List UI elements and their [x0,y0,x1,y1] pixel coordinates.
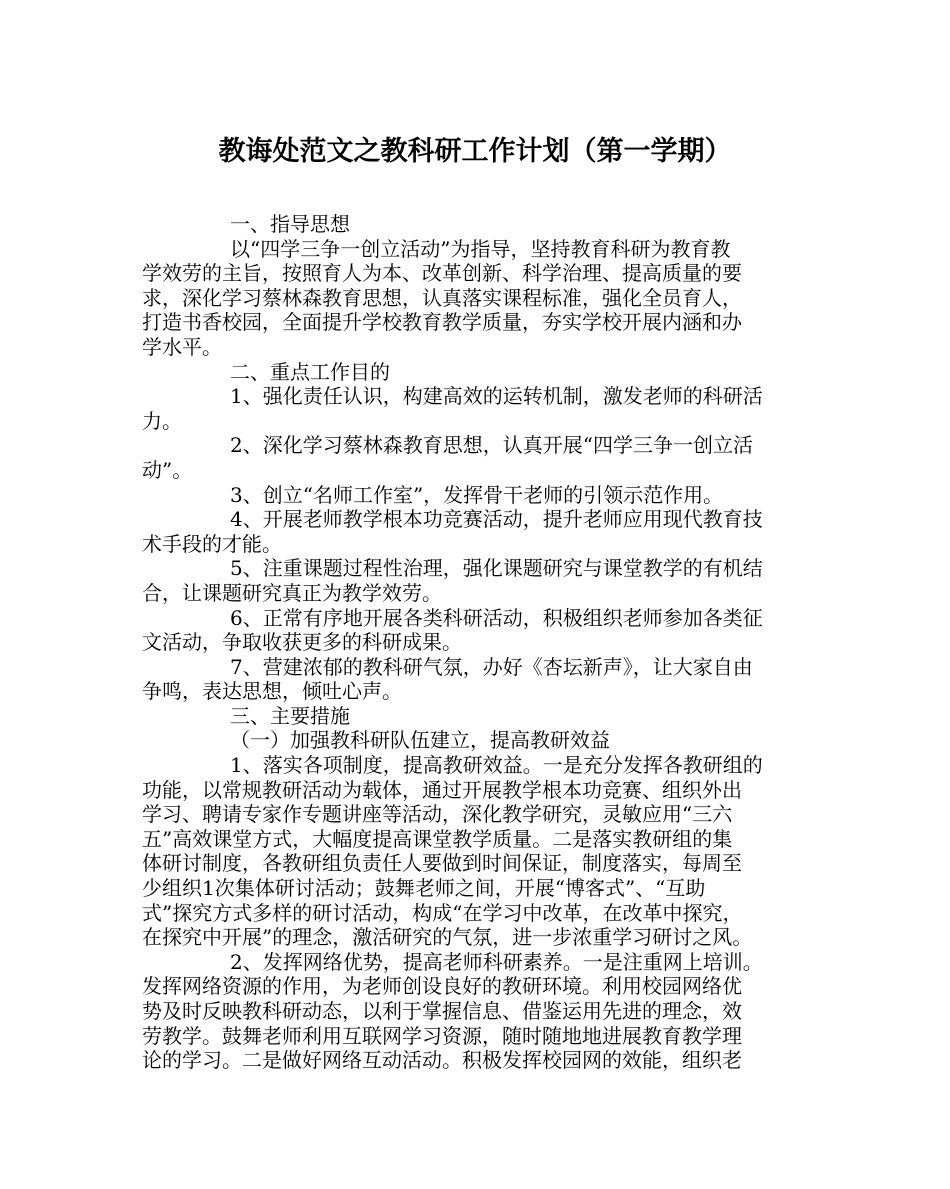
paragraph-line: 五”高效课堂方式，大幅度提高课堂教学质量。二是落实教研组的集 [142,826,733,851]
paragraph-first-line: 4、开展老师教学根本功竞赛活动，提升老师应用现代教育技 [230,507,763,532]
document-title: 教诲处范文之教科研工作计划（第一学期） [218,136,732,167]
document-body [142,212,832,1073]
paragraph-first-line: 3、创立“名师工作室”，发挥骨干老师的引领示范作用。 [230,482,724,507]
paragraph-line: 打造书香校园，全面提升学校教育教学质量，夯实学校开展内涵和办 [142,310,742,335]
paragraph-line: 术手段的才能。 [142,531,282,556]
paragraph-line: 动”。 [142,457,193,482]
paragraph-first-line: 以“四学三争一创立活动”为指导，坚持教育科研为教育教 [230,236,731,261]
paragraph-first-line: 2、深化学习蔡林森教育思想，认真开展“四学三争一创立活 [230,433,753,458]
paragraph-line: 式”探究方式多样的研讨活动，构成“在学习中改革，在改革中探究， [142,900,743,925]
paragraph-first-line: 2、发挥网络优势，提高老师科研素养。一是注重网上培训。 [230,949,763,974]
paragraph-line: 劳教学。鼓舞老师利用互联网学习资源，随时随地地进展教育教学理 [142,1023,742,1048]
paragraph-line: 合，让课题研究真正为教学效劳。 [142,580,442,605]
paragraph-first-line: 1、落实各项制度，提高教研效益。一是充分发挥各教研组的 [230,753,763,778]
paragraph-line: 少组织1次集体研讨活动；鼓舞老师之间，开展“博客式”、“互助 [142,876,706,901]
paragraph-line: 功能，以常规教研活动为载体，通过开展教学根本功竞赛、组织外出 [142,777,742,802]
paragraph-line: 论的学习。二是做好网络互动活动。积极发挥校园网的效能，组织老 [142,1048,742,1073]
paragraph-first-line: 6、正常有序地开展各类科研活动，积极组织老师参加各类征 [230,605,763,630]
paragraph-first-line: （一）加强教科研队伍建立，提高教研效益 [230,728,610,753]
paragraph-line: 力。 [142,408,182,433]
paragraph-line: 在探究中开展”的理念，激活研究的气氛，进一步浓重学习研讨之风。 [142,925,753,950]
paragraph-line: 势及时反映教科研动态，以利于掌握信息、借鉴运用先进的理念，效 [142,999,742,1023]
paragraph-first-line: 7、营建浓郁的教科研气氛，办好《杏坛新声》，让大家自由 [230,654,753,679]
paragraph-first-line: 一、指导思想 [230,212,350,236]
paragraph-first-line: 5、注重课题过程性治理，强化课题研究与课堂教学的有机结 [230,556,763,581]
paragraph-line: 学水平。 [142,334,222,359]
paragraph-line: 争鸣，表达思想，倾吐心声。 [142,679,402,704]
paragraph-first-line: 1、强化责任认识，构建高效的运转机制，激发老师的科研活 [230,384,763,409]
paragraph-first-line: 二、重点工作目的 [230,359,390,384]
paragraph-first-line: 三、主要措施 [230,703,350,728]
paragraph-line: 求，深化学习蔡林森教育思想，认真落实课程标准，强化全员育人， [142,285,742,310]
paragraph-line: 学习、聘请专家作专题讲座等活动，深化教学研究，灵敏应用“三六 [142,802,733,827]
paragraph-line: 发挥网络资源的作用，为老师创设良好的教研环境。利用校园网络优 [142,974,742,999]
paragraph-line: 文活动，争取收获更多的科研成果。 [142,630,462,655]
paragraph-line: 学效劳的主旨，按照育人为本、改革创新、科学治理、提高质量的要 [142,261,742,286]
paragraph-line: 体研讨制度，各教研组负责任人要做到时间保证，制度落实，每周至 [142,851,742,876]
